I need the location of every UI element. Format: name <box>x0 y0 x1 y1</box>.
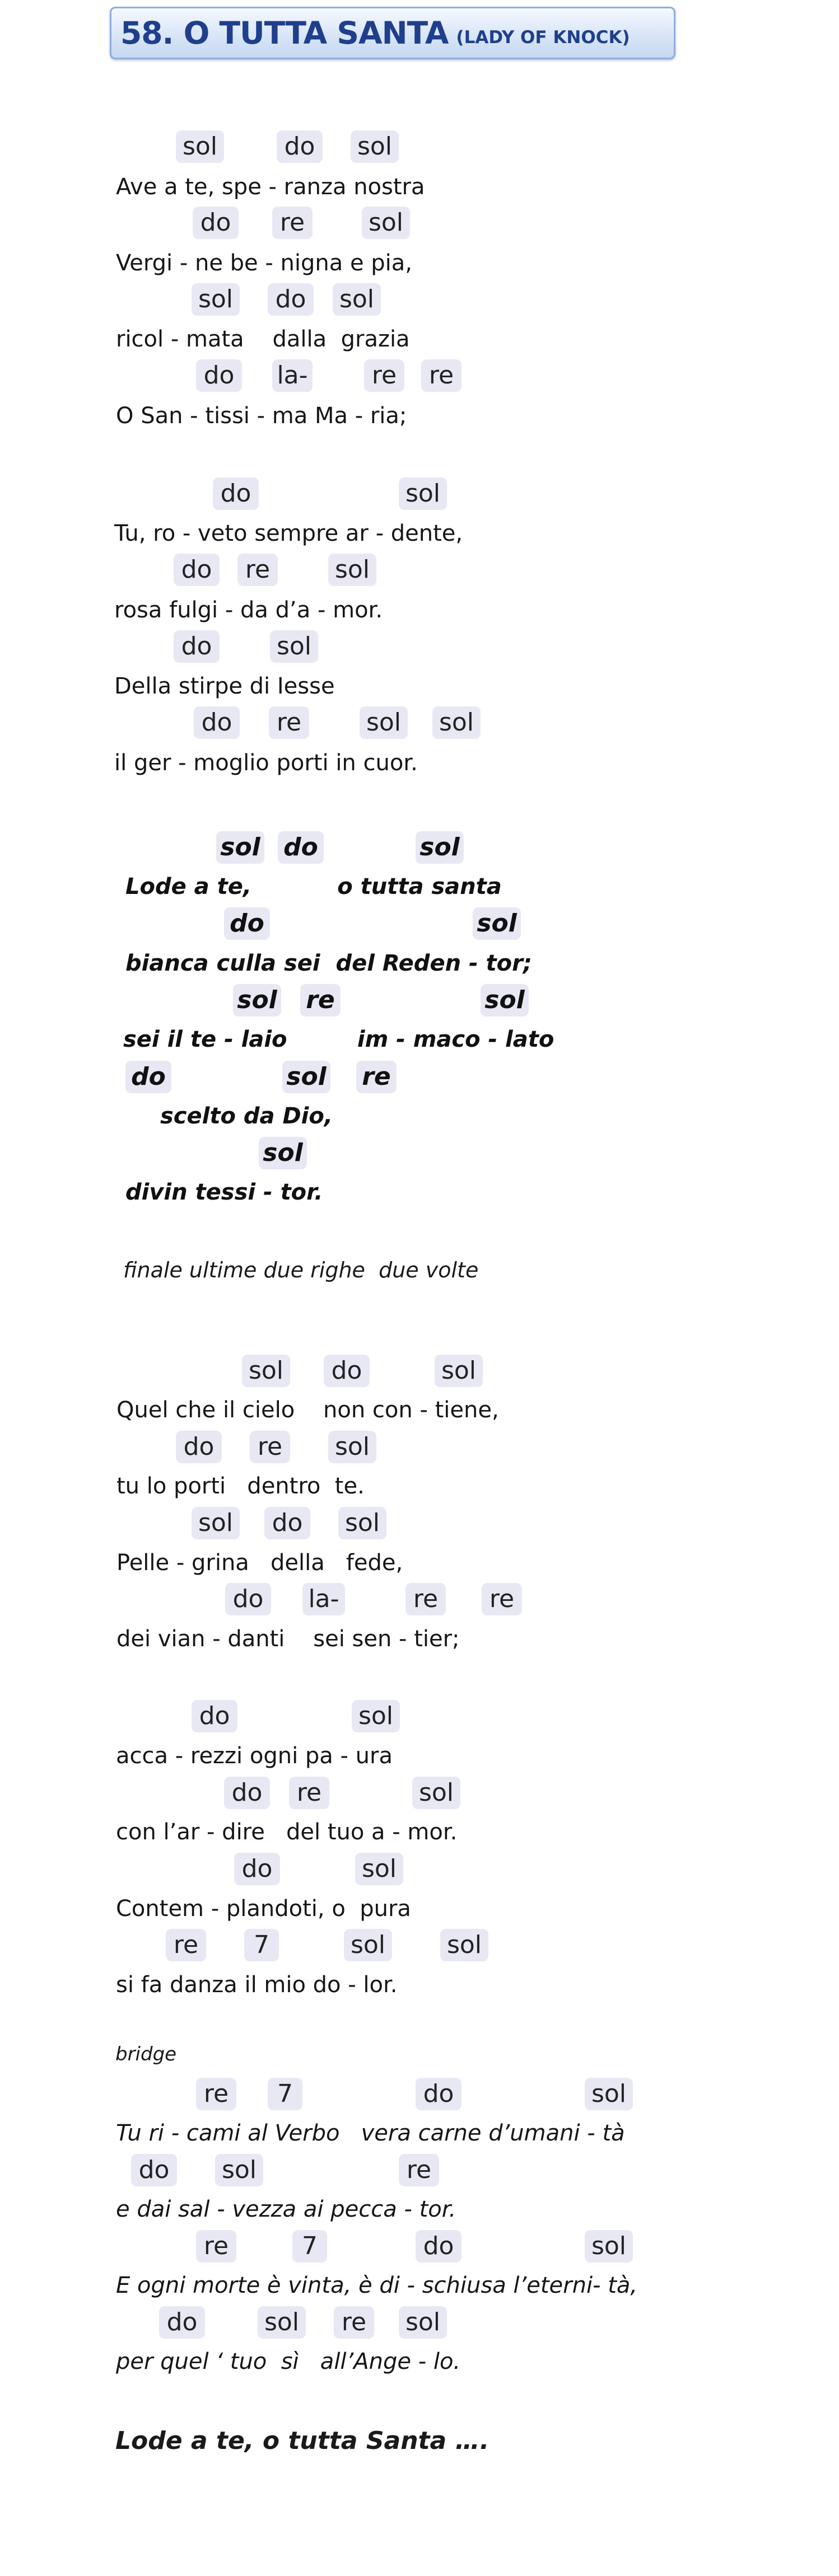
chord: do <box>213 477 259 510</box>
chord: do <box>324 1355 370 1387</box>
chord: re <box>166 1929 206 1961</box>
chord: re <box>399 2154 439 2186</box>
finale-note: finale ultime due righe due volte <box>123 1258 479 1282</box>
chord: do <box>131 2154 177 2186</box>
chord: sol <box>360 706 408 739</box>
lyric-line: divin tessi - tor. <box>125 1179 323 1205</box>
chord: re <box>196 2078 236 2110</box>
chord: do <box>196 359 242 392</box>
lyric-line: tu lo porti dentro te. <box>116 1473 365 1499</box>
chord: re <box>482 1583 522 1615</box>
chord: do <box>268 283 314 316</box>
chord: sol <box>192 1507 240 1539</box>
chord: 7 <box>268 2078 302 2110</box>
chord: do <box>192 1700 237 1732</box>
chord: sol <box>481 984 529 1017</box>
lyric-line: Della stirpe di Iesse <box>114 673 335 699</box>
chord: sol <box>258 2306 306 2339</box>
chord: sol <box>355 1853 403 1885</box>
chord: re <box>300 984 341 1017</box>
chord: re <box>405 1583 446 1615</box>
lyric-line: E ogni morte è vinta, è di - schiusa l’eterni- tà, <box>116 2273 638 2298</box>
chord: sol <box>192 283 240 316</box>
chord: sol <box>233 984 281 1017</box>
chord: re <box>272 207 313 239</box>
chord: do <box>176 1431 222 1463</box>
lyric-line: Pelle - grina della fede, <box>116 1550 403 1576</box>
chord: re <box>250 1431 290 1463</box>
chord: re <box>196 2230 236 2263</box>
lyric-line: Tu ri - cami al Verbo vera carne d’umani - tà <box>116 2120 625 2146</box>
chord: sol <box>333 283 381 316</box>
lyric-line: acca - rezzi ogni pa - ura <box>116 1743 393 1769</box>
lyric-line: si fa danza il mio do - lor. <box>116 1972 398 1998</box>
chord: sol <box>362 207 410 239</box>
chord: do <box>159 2306 205 2339</box>
lyric-line: il ger - moglio porti in cuor. <box>114 750 418 776</box>
chord: sol <box>440 1929 488 1961</box>
chord: sol <box>399 477 447 510</box>
lyric-line: e dai sal - vezza ai pecca - tor. <box>116 2196 456 2222</box>
lyric-line: per quel ‘ tuo sì all’Ange - lo. <box>116 2349 461 2374</box>
chord: sol <box>416 831 464 864</box>
chord: re <box>356 1061 397 1093</box>
lyric-line: Quel che il cielo non con - tiene, <box>116 1397 499 1423</box>
lyric-line: Lode a te, o tutta santa <box>125 874 502 900</box>
chord: sol <box>328 554 376 586</box>
chord: sol <box>216 831 264 864</box>
chord: sol <box>585 2078 633 2110</box>
chord: re <box>364 359 404 392</box>
chord: re <box>334 2306 374 2339</box>
chord: sol <box>215 2154 263 2186</box>
chord: do <box>264 1507 310 1539</box>
lyric-line: ricol - mata dalla grazia <box>116 326 410 352</box>
song-title: 58. O TUTTA SANTA <box>120 15 449 51</box>
chord: do <box>125 1061 171 1093</box>
chord: do <box>416 2230 462 2263</box>
chord: la- <box>302 1583 345 1615</box>
lyric-line: Vergi - ne be - nigna e pia, <box>116 250 413 276</box>
song-subtitle: (LADY OF KNOCK) <box>456 27 630 48</box>
chord: do <box>278 831 324 864</box>
chord: sol <box>344 1929 392 1961</box>
chord: do <box>277 130 323 163</box>
chord: do <box>224 1777 270 1809</box>
chord: sol <box>259 1137 307 1169</box>
bridge-label: bridge <box>115 2043 177 2066</box>
chorus-repeat-line: Lode a te, o tutta Santa …. <box>115 2427 490 2455</box>
lyric-line: Tu, ro - veto sempre ar - dente, <box>114 521 463 546</box>
chord: sol <box>351 130 399 163</box>
chord: sol <box>585 2230 633 2263</box>
lyric-line: con l’ar - dire del tuo a - mor. <box>116 1819 458 1845</box>
chord: 7 <box>292 2230 327 2263</box>
chord: 7 <box>244 1929 279 1961</box>
chord: sol <box>270 630 318 663</box>
lyric-line: dei vian - danti sei sen - tier; <box>116 1626 460 1652</box>
chord: sol <box>473 907 521 940</box>
chord: do <box>174 630 220 663</box>
chord: re <box>421 359 462 392</box>
chord: do <box>194 706 240 739</box>
title-box <box>110 7 675 59</box>
chord: sol <box>412 1777 460 1809</box>
chord: sol <box>432 706 481 739</box>
lyric-line: scelto da Dio, <box>160 1103 333 1129</box>
chord: do <box>224 907 270 940</box>
lyric-line: bianca culla sei del Reden - tor; <box>125 950 532 976</box>
chord: sol <box>435 1355 483 1387</box>
lyric-line: sei il te - laio im - maco - lato <box>123 1027 554 1052</box>
chord: do <box>174 554 220 586</box>
chord: sol <box>399 2306 447 2339</box>
chord: sol <box>352 1700 400 1732</box>
lyric-line: O San - tissi - ma Ma - ria; <box>116 403 407 429</box>
chord: do <box>416 2078 462 2110</box>
chord: re <box>289 1777 329 1809</box>
chord: re <box>237 554 278 586</box>
chord: sol <box>242 1355 290 1387</box>
lyric-line: Ave a te, spe - ranza nostra <box>116 174 425 200</box>
chord: la- <box>272 359 313 392</box>
chord: sol <box>282 1061 330 1093</box>
chord: do <box>225 1583 271 1615</box>
lyric-line: rosa fulgi - da d’a - mor. <box>114 597 383 623</box>
chord: do <box>234 1853 280 1885</box>
chord: sol <box>328 1431 376 1463</box>
lyric-line: Contem - plandoti, o pura <box>116 1896 411 1922</box>
chord: re <box>269 706 309 739</box>
chord: do <box>193 207 239 239</box>
chord: sol <box>176 130 224 163</box>
chord: sol <box>338 1507 386 1539</box>
